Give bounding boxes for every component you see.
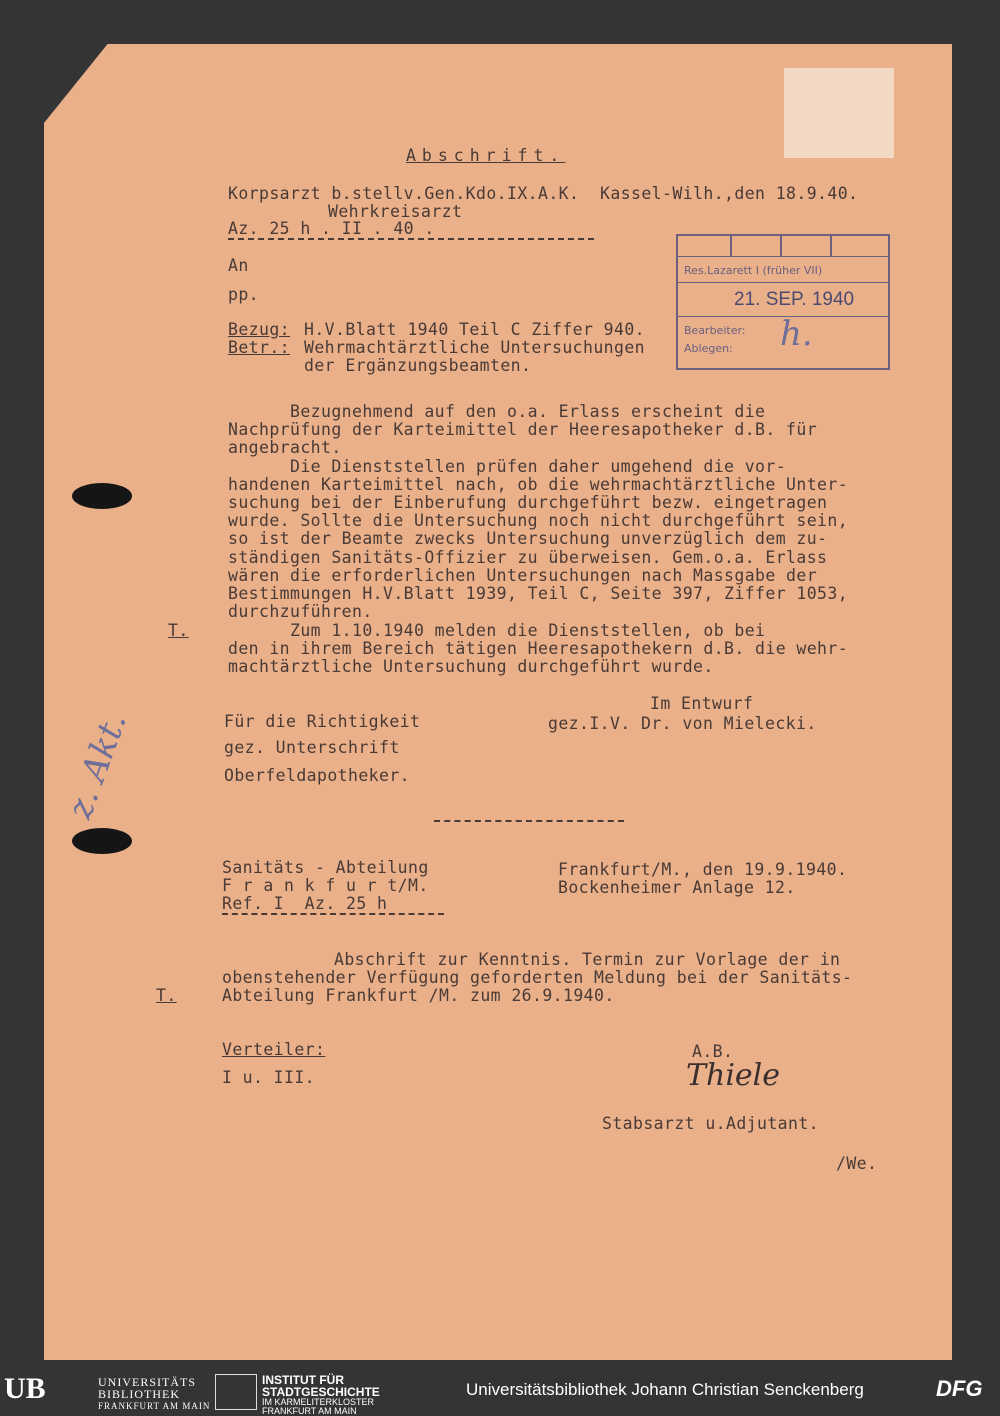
- body-line: so ist der Beamte zwecks Untersuchung unverzüglich dem zu-: [228, 529, 828, 548]
- body-line: angebracht.: [228, 438, 342, 457]
- body-line: ständigen Sanitäts-Offizier zu überweisen. Gem.o.a. Erlass: [228, 548, 828, 567]
- body-line: den in ihrem Bereich tätigen Heeresapothekern d.B. die wehr-: [228, 639, 849, 658]
- stamp-office: Res.Lazarett I (früher VII): [684, 264, 823, 277]
- body-line: Nachprüfung der Karteimittel der Heeresapotheker d.B. für: [228, 420, 818, 439]
- sender-subline: Wehrkreisarzt: [328, 202, 463, 221]
- library-name: Universitätsbibliothek Johann Christian Senckenberg: [466, 1380, 864, 1399]
- ub-line-3: FRANKFURT AM MAIN: [98, 1401, 211, 1411]
- stamp-divider: [730, 236, 732, 256]
- typist-initials: /We.: [836, 1154, 878, 1173]
- second-body-line: Abteilung Frankfurt /M. zum 26.9.1940.: [222, 986, 615, 1005]
- paper-repair-patch: [784, 68, 894, 158]
- punch-hole: [72, 828, 132, 854]
- second-body-line: obenstehender Verfügung geforderten Meldung bei der Sanitäts-: [222, 968, 853, 987]
- inst-line-4: FRANKFURT AM MAIN: [262, 1406, 357, 1416]
- stamp-initials-signature: h.: [780, 314, 813, 354]
- stamp-rule: [678, 282, 888, 283]
- footer-bar: [0, 1368, 1000, 1416]
- body-line: Bezugnehmend auf den o.a. Erlass erscheint die: [228, 402, 766, 421]
- sender-line: Korpsarzt b.stellv.Gen.Kdo.IX.A.K. Kassel-Wilh.,den 18.9.40.: [228, 184, 859, 203]
- gez-unterschrift: gez. Unterschrift: [224, 738, 400, 757]
- stamp-rule: [678, 256, 888, 257]
- verteiler-label: Verteiler:: [222, 1040, 326, 1059]
- bezug-text: H.V.Blatt 1940 Teil C Ziffer 940.: [304, 320, 646, 339]
- body-line: durchzuführen.: [228, 602, 373, 621]
- stabsarzt: Stabsarzt u.Adjutant.: [602, 1114, 820, 1133]
- ab-note: A.B.: [692, 1042, 734, 1061]
- betr-label: Betr.:: [228, 338, 291, 357]
- reference-az: Az. 25 h . II . 40 .: [228, 219, 594, 240]
- ub-logo: UB: [4, 1372, 46, 1405]
- handwritten-margin-note: z. Akt.: [60, 707, 135, 824]
- institute-name: [262, 1374, 380, 1416]
- inst-line-1: INSTITUT FÜR: [262, 1373, 344, 1387]
- oberfeldapotheker: Oberfeldapotheker.: [224, 766, 411, 785]
- punch-hole: [72, 483, 132, 509]
- document-title: Abschrift.: [406, 146, 566, 165]
- recipient-pp: pp.: [228, 285, 260, 304]
- signatory-1: gez.I.V. Dr. von Mielecki.: [548, 714, 817, 733]
- stamp-date: 21. SEP. 1940: [734, 289, 855, 310]
- body-line: suchung bei der Einberufung durchgeführt bezw. eingetragen: [228, 493, 828, 512]
- institute-logo-icon: [215, 1374, 257, 1410]
- ub-name: [98, 1376, 210, 1412]
- handwritten-signature: Thiele: [686, 1058, 781, 1093]
- verteiler-value: I u. III.: [222, 1068, 316, 1087]
- body-line: wurde. Sollte die Untersuchung noch nicht durchgeführt sein,: [228, 511, 849, 530]
- betr-text-1: Wehrmachtärztliche Untersuchungen: [304, 338, 646, 357]
- ub-line-1: UNIVERSITÄTS: [98, 1375, 196, 1389]
- body-line: Bestimmungen H.V.Blatt 1939, Teil C, Seite 397, Ziffer 1053,: [228, 584, 849, 603]
- section-divider: [434, 820, 624, 822]
- second-body-line: Abschrift zur Kenntnis. Termin zur Vorlage der in: [334, 950, 841, 969]
- recipient-an: An: [228, 256, 249, 275]
- im-entwurf: Im Entwurf: [650, 694, 754, 713]
- address: Bockenheimer Anlage 12.: [558, 878, 796, 897]
- margin-mark-t: T.: [168, 621, 189, 640]
- body-line: machtärztliche Untersuchung durchgeführt wurde.: [228, 657, 714, 676]
- bezug-label: Bezug:: [228, 320, 291, 339]
- sanitaets-abteilung: Sanitäts - Abteilung: [222, 858, 429, 877]
- inst-line-3: IM KARMELITERKLOSTER: [262, 1397, 375, 1407]
- stamp-bearbeiter: Bearbeiter:: [684, 324, 746, 337]
- body-line: wären die erforderlichen Untersuchungen nach Massgabe der: [228, 566, 818, 585]
- stamp-divider: [780, 236, 782, 256]
- dfg-logo: DFG: [936, 1376, 983, 1401]
- stamp-divider: [830, 236, 832, 256]
- margin-mark-t-2: T.: [156, 986, 177, 1005]
- frankfurt-spaced: F r a n k f u r t/M.: [222, 876, 429, 895]
- place-date-2: Frankfurt/M., den 19.9.1940.: [558, 860, 848, 879]
- body-line: Die Dienststellen prüfen daher umgehend die vor-: [228, 457, 787, 476]
- ref-az: Ref. I Az. 25 h: [222, 894, 444, 915]
- betr-text-2: der Ergänzungsbeamten.: [304, 356, 532, 375]
- stamp-ablegen: Ablegen:: [684, 342, 733, 355]
- inst-line-2: STADTGESCHICHTE: [262, 1385, 380, 1399]
- ub-line-2: BIBLIOTHEK: [98, 1387, 180, 1401]
- richtigkeit-label: Für die Richtigkeit: [224, 712, 421, 731]
- body-line: Zum 1.10.1940 melden die Dienststellen, ob bei: [228, 621, 766, 640]
- body-line: handenen Karteimittel nach, ob die wehrmachtärztliche Unter-: [228, 475, 849, 494]
